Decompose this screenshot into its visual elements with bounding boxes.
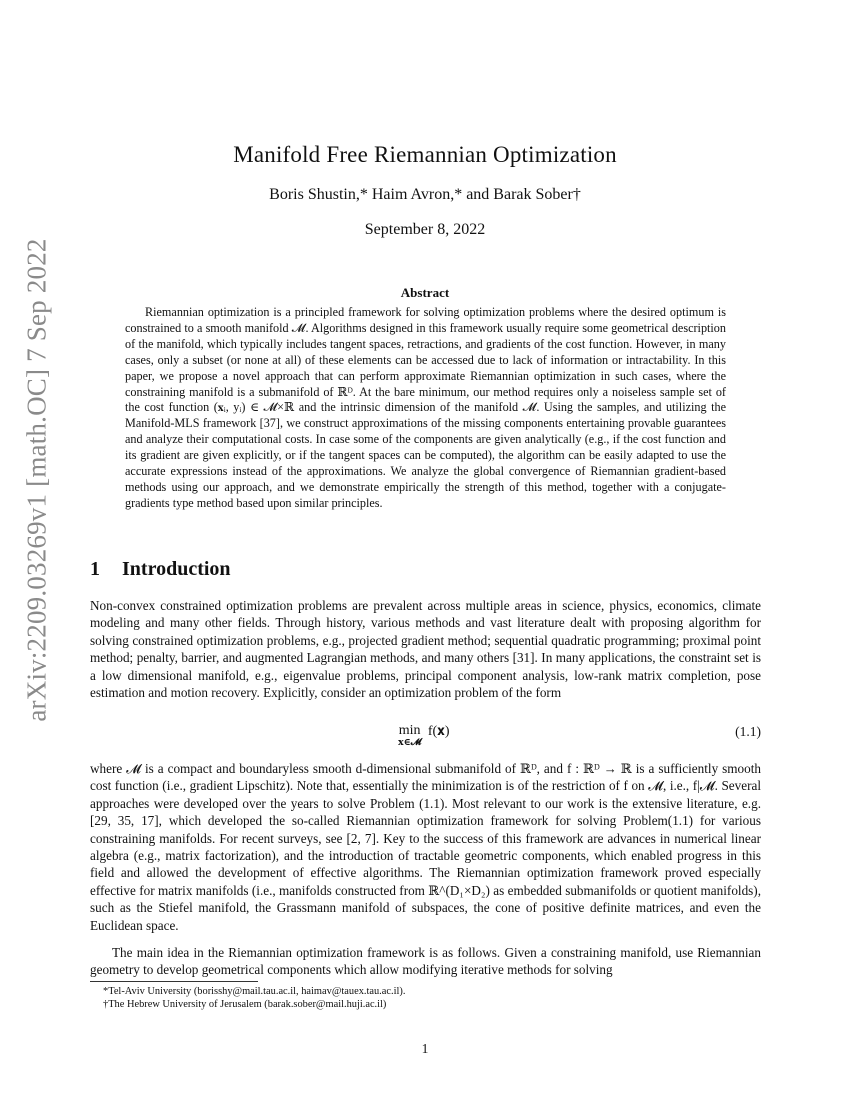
paper-date: September 8, 2022: [364, 221, 486, 238]
equation-1-1: [90, 722, 761, 752]
equation-subscript: 𝐱∈𝓜: [398, 738, 422, 748]
equation-min-operator: min: [398, 723, 421, 738]
footnote-1: *Tel-Aviv University (borisshy@mail.tau.ac.il, haimav@tauex.tau.ac.il).: [103, 986, 406, 997]
equation-min: [398, 724, 421, 750]
abstract-body: Riemannian optimization is a principled framework for solving optimization problems where the desired optimum is constrained to a smooth manifold 𝓜. Algorithms designed in this framework usually require some geometrical description of the manifold, which typically includes tangent spaces, retractions, and gradients of the cost function. However, in many cases, only a subset (or none at all) of these elements can be accessed due to lack of information or intractability. In this paper, we propose a novel approach that can perform approximate Riemannian optimization in such cases, where the constraining manifold is a submanifold of ℝᴰ. At the bare minimum, our method requires only a noiseless sample set of the cost function (𝐱ᵢ, yᵢ) ∈ 𝓜×ℝ and the intrinsic dimension of the manifold 𝓜. Using the samples, and utilizing the Manifold-MLS framework [37], we construct approximations of the missing components entertaining provable guarantees and analyze their computational costs. In case some of the components are given analytically (e.g., if the cost function and its gradient are given explicitly, or if the tangent spaces can be computed), the algorithm can be easily adapted to use the accurate expressions instead of the approximations. We analyze the global convergence of Riemannian gradient-based methods using our approach, and we demonstrate empirically the strength of this method, together with a conjugate-gradients type method based upon similar principles.: [125, 305, 726, 510]
equation-expression: [398, 724, 450, 750]
paper-title: Manifold Free Riemannian Optimization: [233, 142, 617, 167]
abstract-heading: Abstract: [400, 285, 450, 300]
intro-paragraph-3: The main idea in the Riemannian optimization framework is as follows. Given a constraining manifold, use Riemannian geometry to develop geometrical components which allow modifying iterative methods for solving: [90, 945, 761, 978]
section-title: Introduction: [122, 558, 231, 580]
footnote-2: †The Hebrew University of Jerusalem (barak.sober@mail.huji.ac.il): [103, 999, 387, 1010]
intro-paragraph-1: Non-convex constrained optimization problems are prevalent across multiple areas in science, physics, economics, climate modeling and many other fields. Through history, various methods and vast literature dealt with proposing algorithm for solving constrained optimization problems, e.g., projected gradient method; sequential quadratic programming; proximal point method; penalty, barrier, and augmented Lagrangian methods, and many others [31]. In many applications, the constraint set is a low dimensional manifold, e.g., eigenvalue problems, principal component analysis, low-rank matrix completion, pose estimation and motion recovery. Explicitly, consider an optimization problem of the form: [90, 598, 761, 701]
footnote-divider: [90, 981, 258, 982]
arxiv-sidebar: [14, 238, 60, 722]
section-heading: [90, 558, 231, 581]
section-number: 1: [90, 558, 100, 580]
equation-function: f(𝐱): [427, 724, 450, 739]
intro-paragraph-2: where 𝓜 is a compact and boundaryless smooth d-dimensional submanifold of ℝᴰ, and f : ℝᴰ → ℝ is a sufficiently smooth cost function (i.e., gradient Lipschitz). Note that, essentially the minimization is of the restriction of f on 𝓜, i.e., f|𝓜. Several approaches were developed over the years to solve Problem (1.1). Most relevant to our work is the extensive literature, e.g. [29, 35, 17], which developed the so-called Riemannian optimization framework for solving Problem(1.1) for various constraining manifolds. For recent surveys, see [2, 7]. Key to the success of this framework are advances in numerical linear algebra (e.g., matrix factorization), and the introduction of tractable geometric components, which enabled progress in this field and allowed the development of effective algorithms. The Riemannian optimization framework proved especially effective for matrix manifolds (i.e., manifolds constructed from ℝ^(D₁×D₂) as embedded submanifolds or quotient manifolds), such as the Stiefel manifold, the Grassmann manifold of subspaces, the cone of positive definite matrices, and even the Euclidean space.: [90, 761, 761, 933]
paper-authors: Boris Shustin,* Haim Avron,* and Barak Sober†: [269, 186, 581, 203]
page-number: 1: [421, 1041, 429, 1056]
arxiv-identifier: arXiv:2209.03269v1 [math.OC] 7 Sep 2022: [21, 238, 52, 722]
equation-label: (1.1): [735, 724, 761, 739]
